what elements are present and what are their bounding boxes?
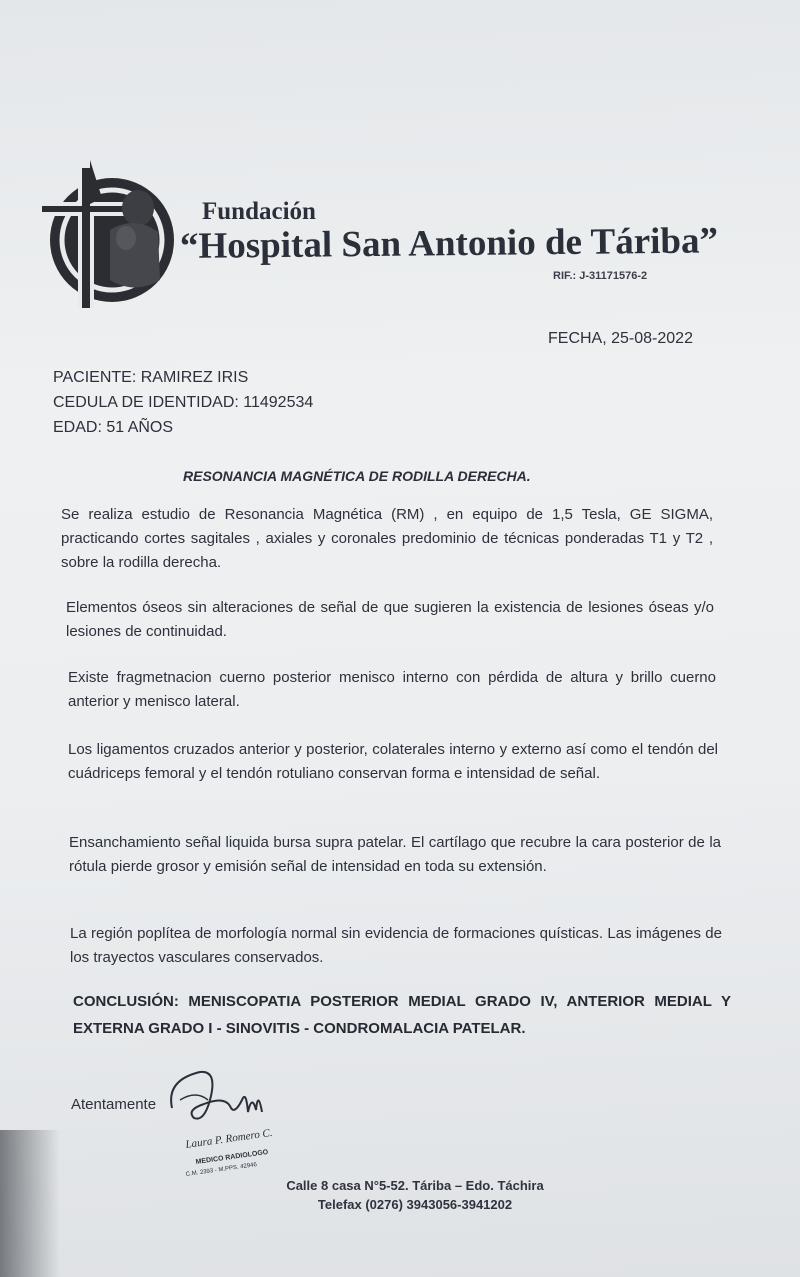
org-prefix: Fundación — [202, 198, 316, 225]
conclusion: CONCLUSIÓN: MENISCOPATIA POSTERIOR MEDIAL GRADO IV, ANTERIOR MEDIAL Y EXTERNA GRADO I - SINOVITIS - CONDROMALACIA PATELAR. — [73, 993, 731, 1037]
report-date: FECHA, 25-08-2022 — [548, 330, 693, 347]
paragraph-technique: Se realiza estudio de Resonancia Magnética (RM) , en equipo de 1,5 Tesla, GE SIGMA, practicando cortes sagitales , axiales y coronales predominio de técnicas ponderadas T1 y T2 , sobre la rodilla derecha. — [61, 506, 713, 571]
paragraph-ligaments: Los ligamentos cruzados anterior y posterior, colaterales interno y externo así como el tendón del cuádriceps femoral y el tendón rotuliano conservan forma e intensidad de señal. — [68, 741, 718, 782]
stamp-name: Laura P. Romero C. — [184, 1126, 274, 1151]
stamp-registration: C.M. 2393 - M.PPS. 42946 — [185, 1162, 258, 1178]
org-name: “Hospital San Antonio de Táriba” — [179, 220, 719, 267]
patient-info — [53, 365, 313, 440]
signature-stamp-icon — [160, 1060, 300, 1190]
footer-phone: Telefax (0276) 3943056-3941202 — [317, 1197, 513, 1212]
footer-address: Calle 8 casa N°5-52. Táriba – Edo. Táchira — [286, 1178, 544, 1193]
stamp-title: MEDICO RADIOLOGO — [195, 1148, 269, 1166]
patient-id: CEDULA DE IDENTIDAD: 11492534 — [53, 394, 314, 411]
footer-address-block — [255, 1176, 575, 1214]
paragraph-bone: Elementos óseos sin alteraciones de señal de que sugieren la existencia de lesiones óseas y/o lesiones de continuidad. — [66, 599, 714, 640]
photo-shadow — [0, 1130, 60, 1277]
paragraph-bursa: Ensanchamiento señal liquida bursa supra patelar. El cartílago que recubre la cara posterior de la rótula pierde grosor y emisión señal de intensidad en toda su extensión. — [69, 834, 721, 875]
paragraph-meniscus: Existe fragmetnacion cuerno posterior menisco interno con pérdida de altura y brillo cuerno anterior y menisco lateral. — [68, 669, 716, 710]
rif-number: RIF.: J-31171576-2 — [553, 270, 648, 282]
hospital-logo-icon — [40, 160, 175, 310]
paragraph-popliteal: La región poplítea de morfología normal sin evidencia de formaciones quísticas. Las imágenes de los trayectos vasculares conservados. — [70, 925, 722, 966]
study-title: RESONANCIA MAGNÉTICA DE RODILLA DERECHA. — [183, 468, 531, 484]
closing-salutation: Atentamente — [71, 1096, 157, 1113]
patient-age: EDAD: 51 AÑOS — [53, 419, 174, 436]
patient-name: PACIENTE: RAMIREZ IRIS — [53, 369, 249, 386]
